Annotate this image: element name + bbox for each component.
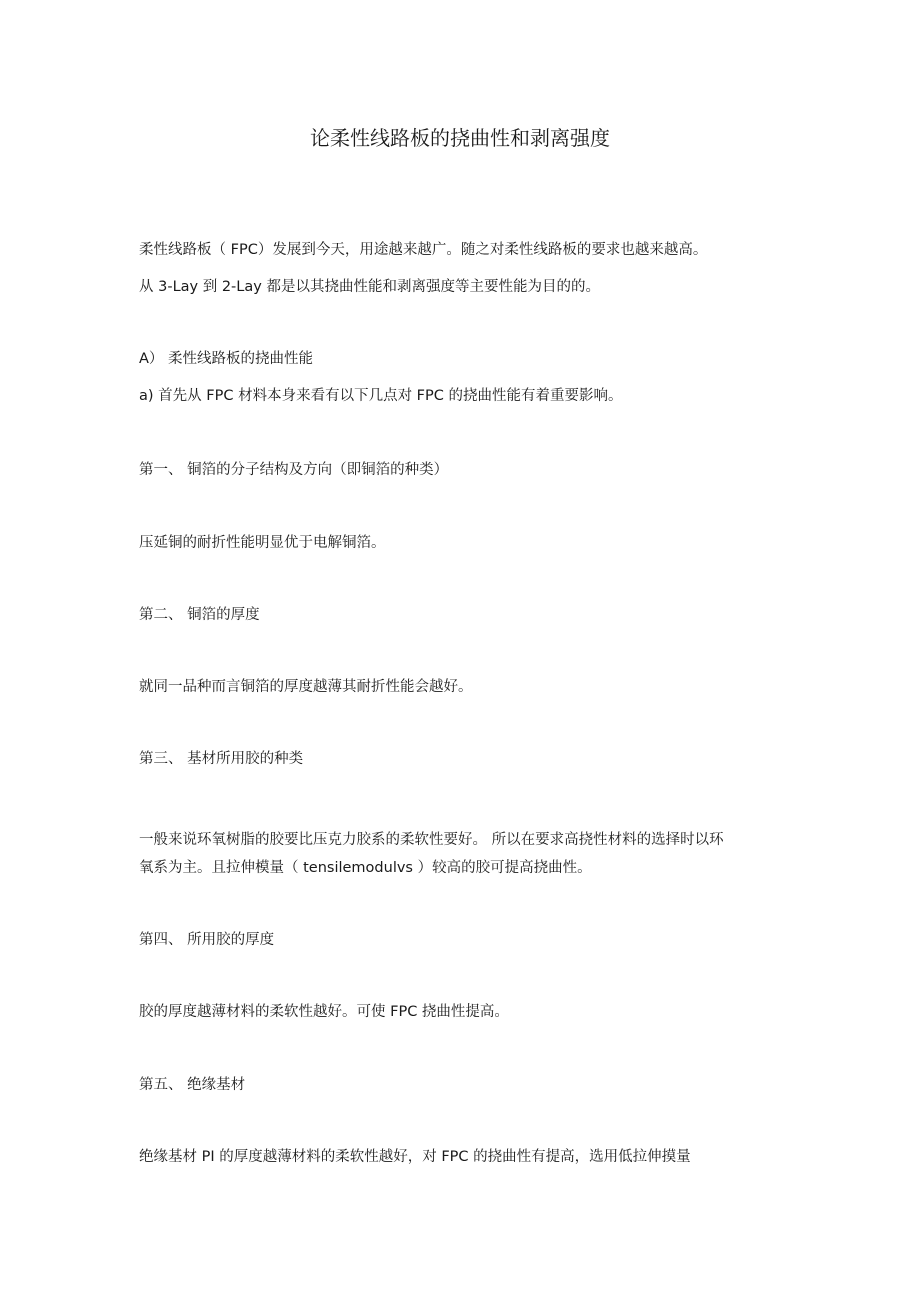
point-2-body: 就同一品种而言铜箔的厚度越薄其耐折性能会越好。 — [139, 679, 473, 695]
point-1-body: 压延铜的耐折性能明显优于电解铜箔。 — [139, 535, 386, 551]
point-1-heading: 第一、 铜箔的分子结构及方向（即铜箔的种类） — [139, 462, 449, 478]
point-3-body-line-2: 氧系为主。且拉伸模量（ tensilemodulvs ）较高的胶可提高挠曲性。 — [139, 860, 592, 876]
intro-line-1: 柔性线路板（ FPC）发展到今天，用途越来越广。随之对柔性线路板的要求也越来越高。 — [139, 242, 708, 258]
section-a-subheading: a) 首先从 FPC 材料本身来看有以下几点对 FPC 的挠曲性能有着重要影响。 — [139, 388, 623, 404]
point-3-heading: 第三、 基材所用胶的种类 — [139, 751, 304, 767]
intro-line-2: 从 3-Lay 到 2-Lay 都是以其挠曲性能和剥离强度等主要性能为目的的。 — [139, 279, 600, 295]
point-4-body: 胶的厚度越薄材料的柔软性越好。可使 FPC 挠曲性提高。 — [139, 1004, 509, 1020]
point-2-heading: 第二、 铜箔的厚度 — [139, 607, 260, 623]
document-title: 论柔性线路板的挠曲性和剥离强度 — [310, 126, 610, 150]
point-3-body-line-1: 一般来说环氧树脂的胶要比压克力胶系的柔软性要好。 所以在要求高挠性材料的选择时以环 — [139, 832, 724, 848]
section-a-heading: A） 柔性线路板的挠曲性能 — [139, 351, 314, 367]
point-5-heading: 第五、 绝缘基材 — [139, 1077, 246, 1093]
point-4-heading: 第四、 所用胶的厚度 — [139, 932, 275, 948]
point-5-body: 绝缘基材 PI 的厚度越薄材料的柔软性越好，对 FPC 的挠曲性有提高，选用低拉伸摸量 — [139, 1149, 691, 1165]
